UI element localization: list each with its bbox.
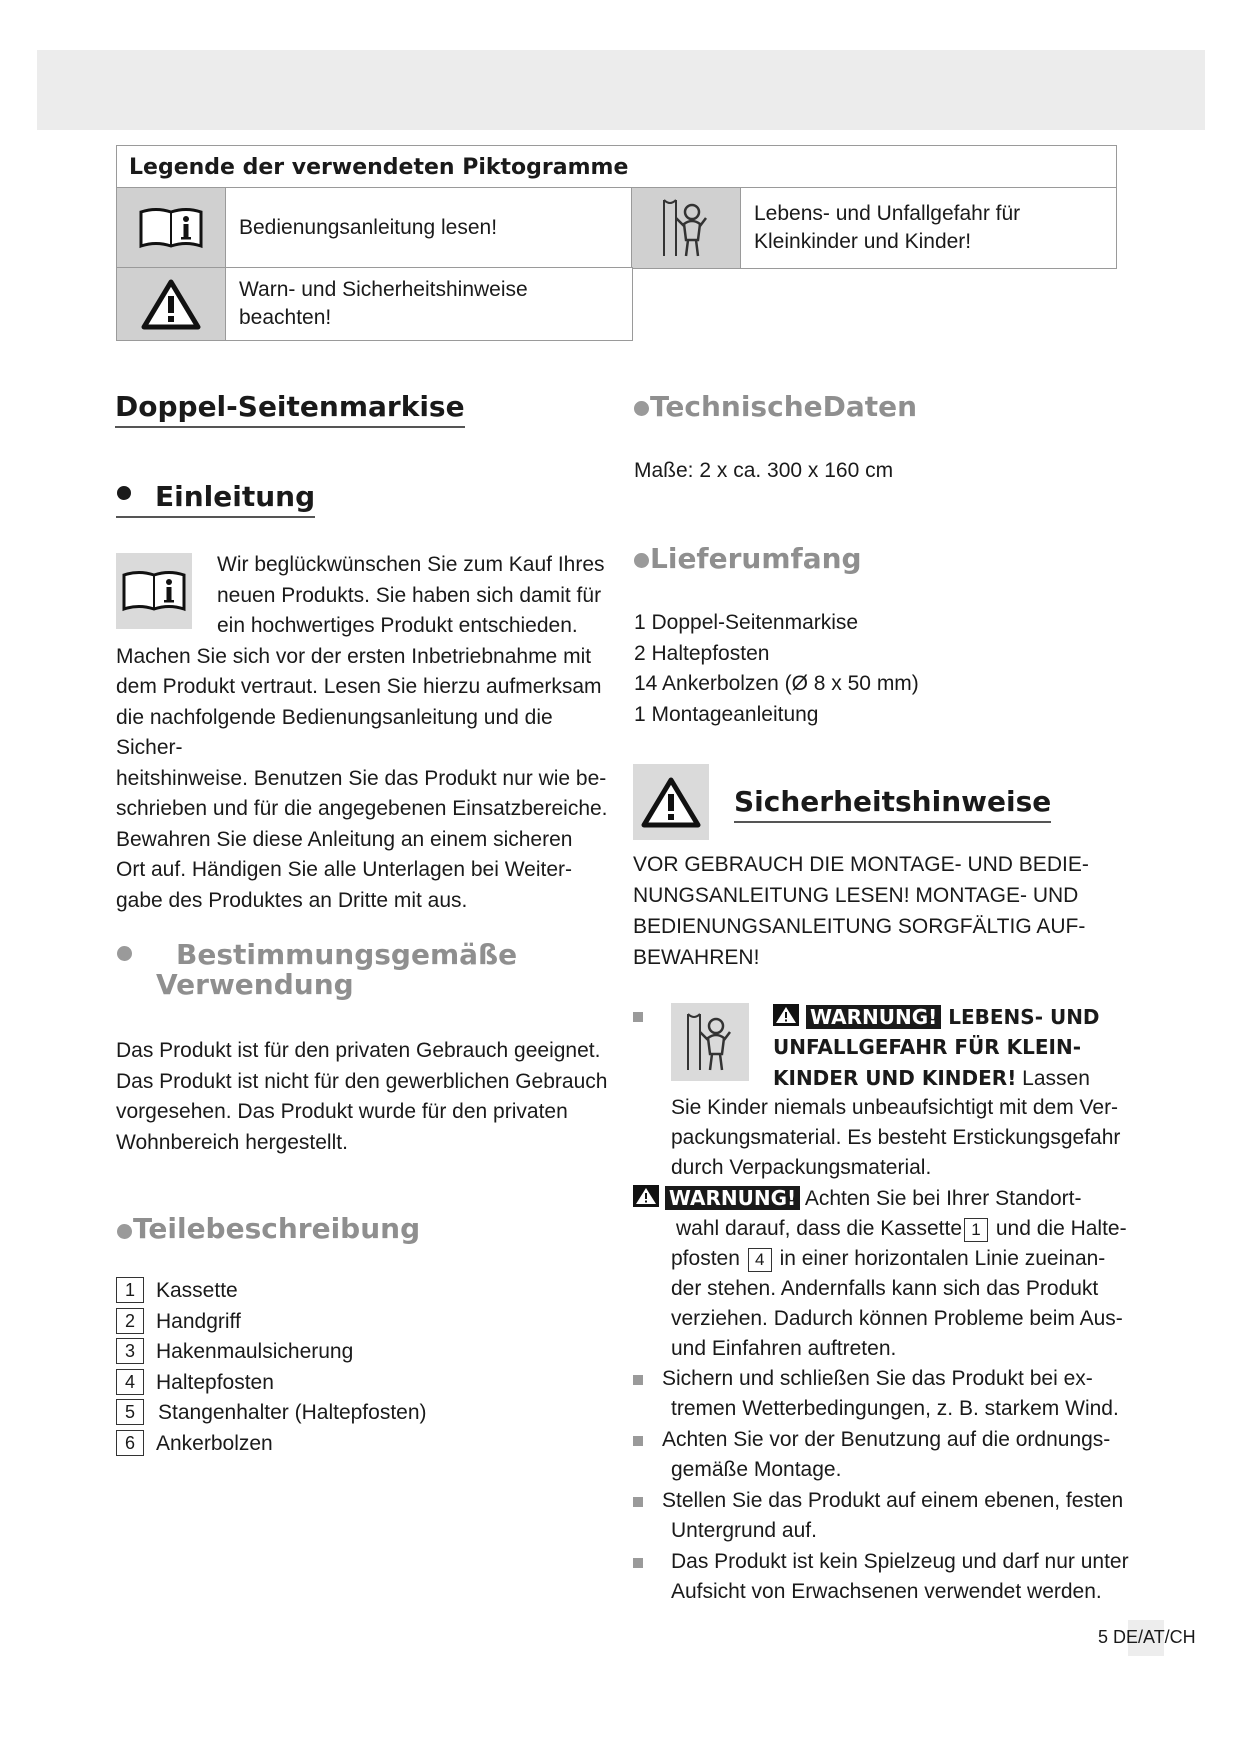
legend-text-child: Lebens- und Unfallgefahr für Kleinkinder und Kinder! <box>754 202 1021 253</box>
list-item: 1 Doppel-Seitenmarkise <box>634 611 859 634</box>
part-number: 3 <box>116 1338 144 1364</box>
caps-line: VOR GEBRAUCH DIE MONTAGE- UND BEDIE- <box>633 853 1089 876</box>
warning-2-text: und Einfahren auftreten. <box>671 1337 897 1360</box>
safety-item: Stellen Sie das Produkt auf einem ebenen, festen <box>662 1489 1124 1512</box>
header-band <box>37 50 1205 130</box>
intro-line: die nachfolgende Bedienungsanleitung und die Sicher- <box>116 705 553 759</box>
warning-2-text: verziehen. Dadurch können Probleme beim Aus- <box>671 1307 1123 1330</box>
legend-text-warning: Warn- und Sicherheitshinweise beachten! <box>239 278 528 329</box>
safety-item: Achten Sie vor der Benutzung auf die ordnungs- <box>662 1428 1111 1451</box>
warning-small-icon <box>773 1005 799 1029</box>
caps-line: BEWAHREN! <box>633 946 760 969</box>
warning-2-text: in einer horizontalen Linie zueinan- <box>779 1247 1106 1270</box>
intro-line: Ort auf. Händigen Sie alle Unterlagen bei Weiter- <box>116 858 573 881</box>
safety-caps-text <box>633 849 1133 973</box>
list-item: 1 Montageanleitung <box>634 702 819 726</box>
bullet-square <box>633 1497 643 1507</box>
warning-2-text: und die Halte- <box>995 1217 1127 1240</box>
intro-line: schrieben und für die angegebenen Einsatzbereiche. <box>116 797 608 820</box>
part-number: 2 <box>116 1308 144 1334</box>
intro-line: Machen Sie sich vor der ersten Inbetriebnahme mit <box>116 644 592 668</box>
warning-1-text: packungsmaterial. Es besteht Erstickungsgefahr <box>671 1126 1121 1149</box>
safety-item: Das Produkt ist kein Spielzeug und darf nur unter <box>671 1550 1129 1573</box>
bullet-dot <box>634 401 649 416</box>
legend-text-manual: Bedienungsanleitung lesen! <box>239 216 498 239</box>
read-manual-icon <box>117 188 226 268</box>
child-danger-icon <box>671 1003 749 1081</box>
safety-item: tremen Wetterbedingungen, z. B. starkem Wind. <box>671 1397 1119 1420</box>
part-number: 4 <box>116 1369 144 1395</box>
part-number: 6 <box>116 1430 144 1456</box>
intro-line: Bewahren Sie diese Anleitung an einem sicheren <box>116 827 573 851</box>
caps-line: BEDIENUNGSANLEITUNG SORGFÄLTIG AUF- <box>633 915 1086 938</box>
warning-badge: WARNUNG! <box>665 1186 800 1210</box>
part-label: Stangenhalter (Haltepfosten) <box>158 1401 427 1424</box>
bullet-dot <box>117 946 132 961</box>
intro-line: dem Produkt vertraut. Lesen Sie hierzu aufmerksam <box>116 675 602 698</box>
intro-line: gabe des Produktes an Dritte mit aus. <box>116 888 468 912</box>
part-label: Handgriff <box>156 1309 241 1333</box>
safety-item: gemäße Montage. <box>671 1458 842 1481</box>
part-label: Haltepfosten <box>156 1370 274 1394</box>
tech-text: Maße: 2 x ca. 300 x 160 cm <box>634 459 894 482</box>
bullet-dot <box>634 553 649 568</box>
warning-2-text: Achten Sie bei Ihrer Standort- <box>804 1187 1082 1210</box>
page-number: 5 DE/AT/CH <box>1098 1627 1196 1647</box>
legend-title-row <box>116 145 1117 189</box>
warning-1-tail: Lassen <box>1022 1067 1090 1090</box>
warning-1-line-2: UNFALLGEFAHR FÜR KLEIN- <box>773 1035 1081 1059</box>
usage-line: Das Produkt ist für den privaten Gebrauch geeignet. <box>116 1039 601 1062</box>
usage-heading-2: Verwendung <box>156 968 354 1001</box>
scope-heading: Lieferumfang <box>650 542 862 575</box>
part-label: Hakenmaulsicherung <box>156 1340 354 1363</box>
legend-row-child <box>631 187 1117 269</box>
warning-1-bold: KINDER UND KINDER! <box>773 1066 1017 1090</box>
legend-row-manual <box>116 187 633 269</box>
part-number: 1 <box>116 1277 144 1303</box>
warning-1-text: durch Verpackungsmaterial. <box>671 1156 932 1179</box>
usage-heading-1: Bestimmungsgemäße <box>176 938 518 971</box>
warning-2-line-1 <box>633 1184 1081 1214</box>
safety-item: Sichern und schließen Sie das Produkt bei ex- <box>662 1367 1093 1390</box>
parts-heading: Teilebeschreibung <box>133 1212 421 1245</box>
intro-line: ein hochwertiges Produkt entschieden. <box>217 614 578 637</box>
warning-badge: WARNUNG! <box>806 1005 941 1029</box>
usage-text <box>116 1036 636 1158</box>
tech-heading: TechnischeDaten <box>650 390 918 423</box>
warning-1-bold: LEBENS- UND <box>948 1005 1100 1029</box>
part-reference: 1 <box>964 1218 988 1242</box>
bullet-square <box>633 1558 643 1568</box>
intro-heading: Einleitung <box>116 480 315 518</box>
warning-small-icon <box>633 1187 659 1210</box>
part-number: 5 <box>116 1399 144 1425</box>
page-title: Doppel-Seitenmarkise <box>115 390 465 428</box>
intro-line: neuen Produkts. Sie haben sich damit für <box>217 583 602 607</box>
part-reference: 4 <box>748 1248 772 1272</box>
warning-2-text: pfosten <box>671 1247 740 1270</box>
legend-row-warning <box>116 267 633 341</box>
warning-2-line-3 <box>671 1244 1105 1274</box>
bullet-square <box>633 1375 643 1385</box>
warning-1-line-1 <box>773 1002 1100 1032</box>
caps-line: NUNGSANLEITUNG LESEN! MONTAGE- UND <box>633 884 1079 907</box>
warning-1-line-3 <box>773 1063 1090 1094</box>
bullet-square <box>633 1012 643 1022</box>
usage-line: Wohnbereich hergestellt. <box>116 1130 348 1154</box>
warning-triangle-icon <box>117 268 226 340</box>
part-label: Kassette <box>156 1279 238 1302</box>
warning-triangle-icon <box>633 764 709 840</box>
scope-list <box>634 608 919 730</box>
intro-line: heitshinweise. Benutzen Sie das Produkt nur wie be- <box>116 766 607 790</box>
safety-item: Aufsicht von Erwachsenen verwendet werden. <box>671 1580 1102 1603</box>
bullet-dot <box>117 1224 132 1239</box>
intro-line: Wir beglückwünschen Sie zum Kauf Ihres <box>217 553 605 576</box>
bullet-square <box>633 1436 643 1446</box>
list-item: 14 Ankerbolzen (Ø 8 x 50 mm) <box>634 672 919 695</box>
child-danger-icon <box>632 188 741 268</box>
list-item: 2 Haltepfosten <box>634 641 770 665</box>
intro-text <box>116 550 616 916</box>
usage-line: Das Produkt ist nicht für den gewerblichen Gebrauch <box>116 1069 608 1093</box>
warning-1-text: Sie Kinder niemals unbeaufsichtigt mit dem Ver- <box>671 1096 1119 1119</box>
safety-heading: Sicherheitshinweise <box>734 785 1051 823</box>
part-label: Ankerbolzen <box>156 1431 273 1455</box>
legend-title: Legende der verwendeten Piktogramme <box>129 155 629 180</box>
warning-2-line-2 <box>676 1214 1127 1244</box>
usage-line: vorgesehen. Das Produkt wurde für den privaten <box>116 1100 568 1123</box>
warning-2-text: wahl darauf, dass die Kassette <box>676 1217 963 1240</box>
safety-item: Untergrund auf. <box>671 1519 817 1542</box>
warning-2-text: der stehen. Andernfalls kann sich das Produkt <box>671 1277 1099 1300</box>
